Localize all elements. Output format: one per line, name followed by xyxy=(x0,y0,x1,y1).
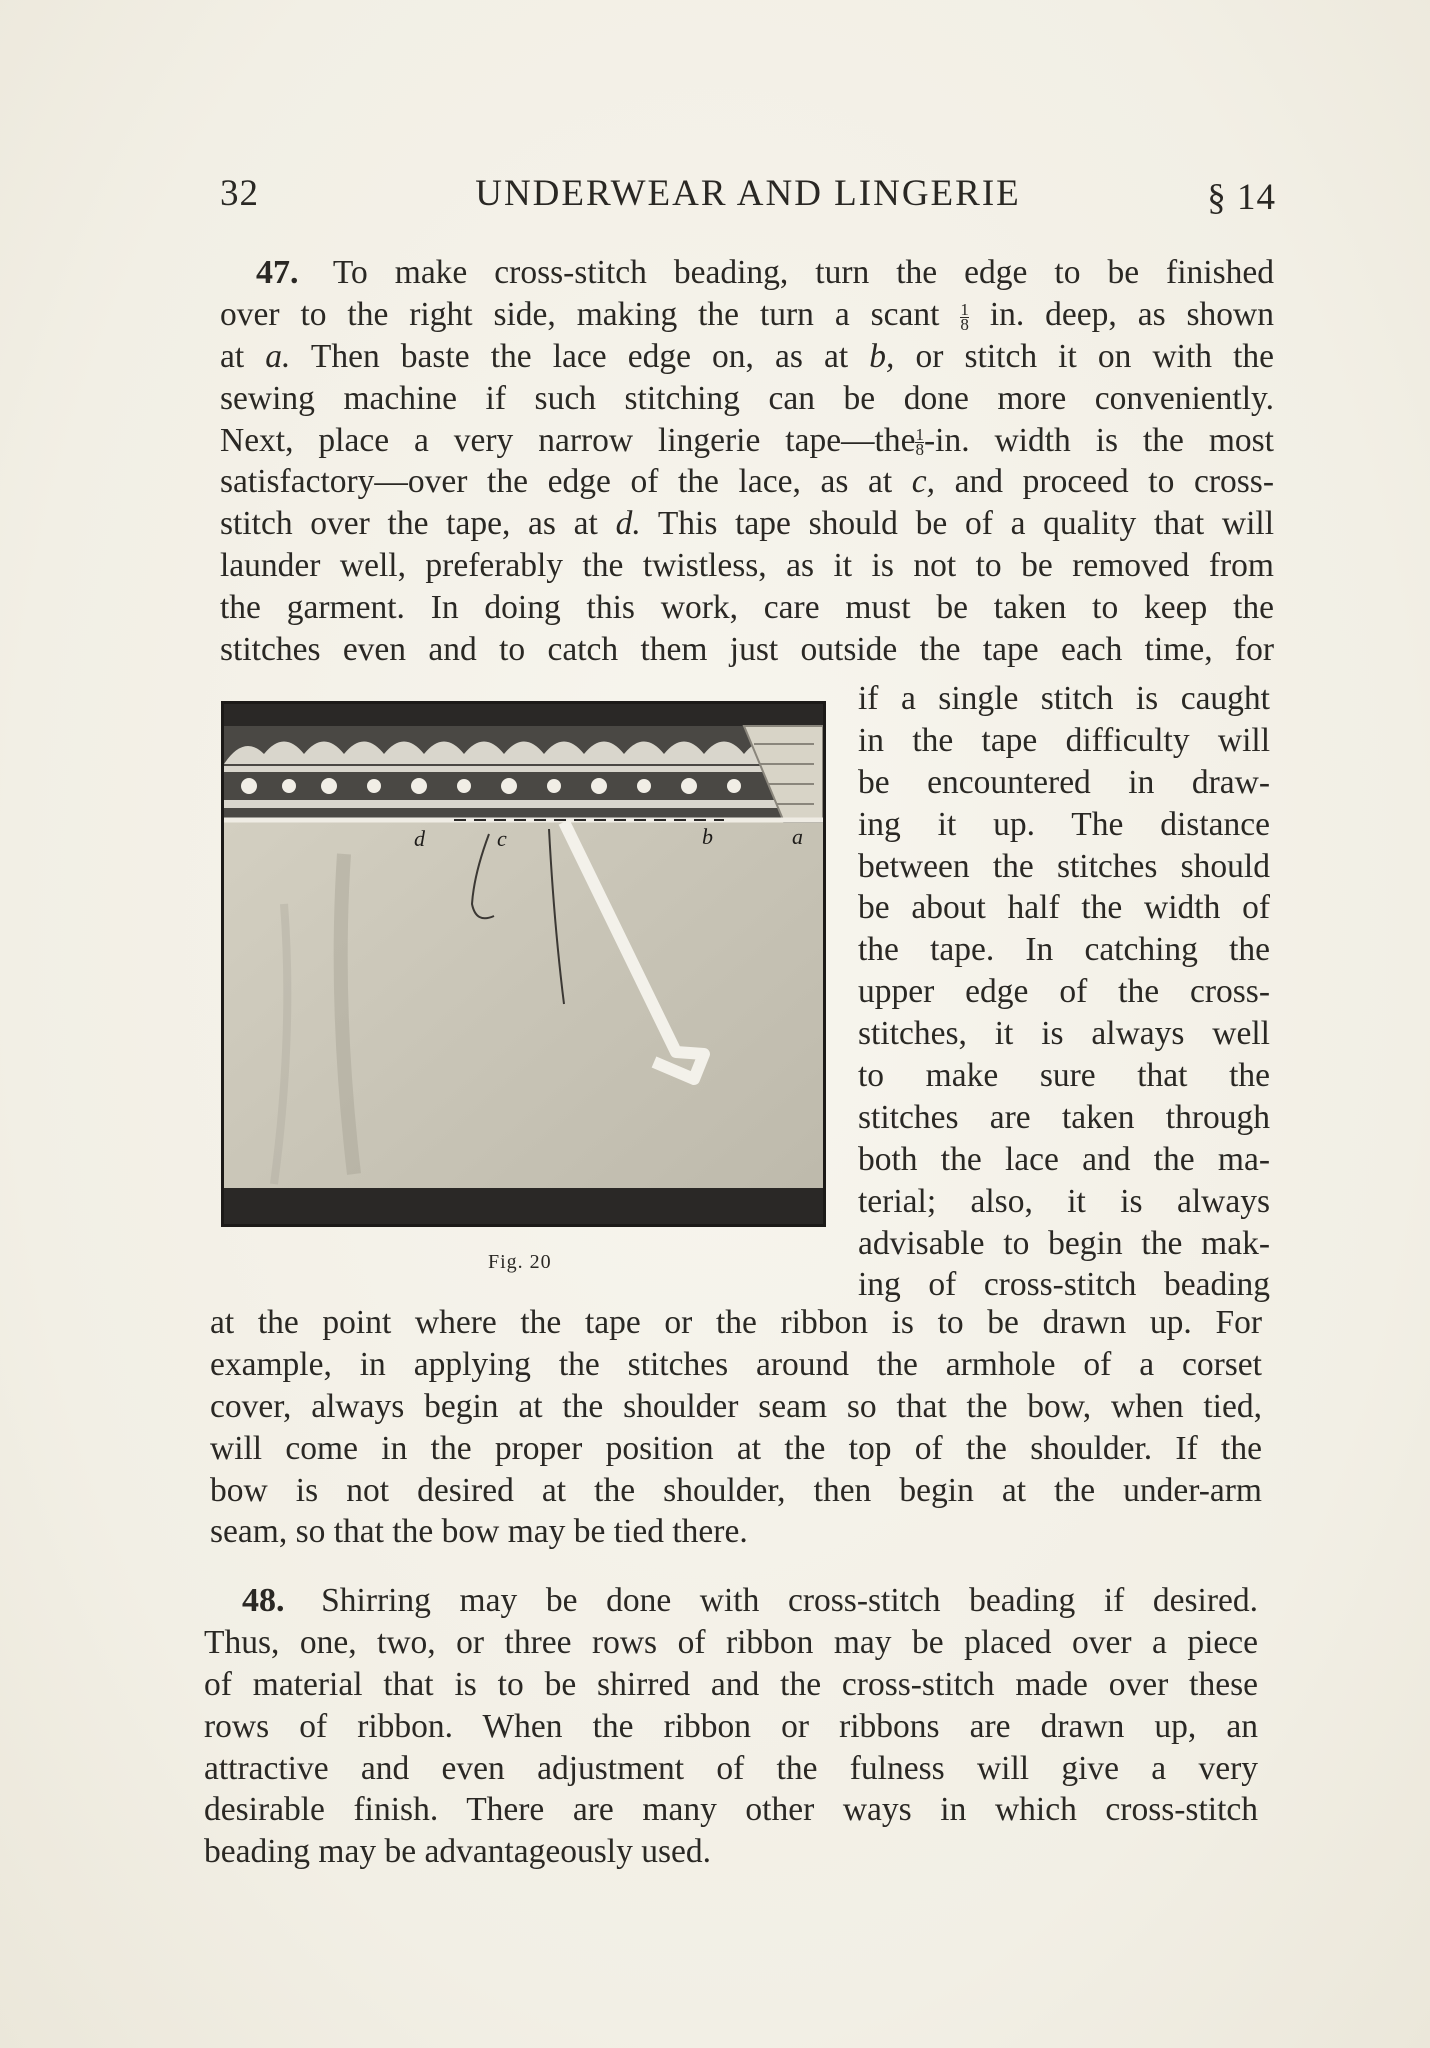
text-line: Then baste the lace edge on, as at xyxy=(310,337,849,375)
text-line: advisable to begin the mak- xyxy=(858,1224,1270,1262)
text-line: be about half the width of xyxy=(858,889,1270,927)
text-line: sewing machine if such stitching can be done more conveniently. xyxy=(220,379,1274,417)
italic-letter: d. xyxy=(615,505,641,543)
text-line: and proceed to cross- xyxy=(954,463,1274,501)
fraction-denominator: 8 xyxy=(960,314,969,334)
fraction-denominator: 8 xyxy=(915,440,924,460)
text-line: stitches, it is always well xyxy=(858,1015,1270,1053)
page-number: 32 xyxy=(220,173,259,214)
italic-letter: a. xyxy=(265,337,291,375)
text-line: beading may be advantageously used. xyxy=(204,1833,711,1871)
text-line: Thus, one, two, or three rows of ribbon may be placed over a piece xyxy=(204,1623,1258,1661)
chapter-title: UNDERWEAR AND LINGERIE xyxy=(475,173,1021,214)
text-line: To make cross-stitch beading, turn the edge to be finished xyxy=(332,254,1274,291)
text-line: stitch over the tape, as at xyxy=(220,505,598,543)
text-line: bow is not desired at the shoulder, then begin at the under-arm xyxy=(210,1471,1262,1509)
italic-letter: c, xyxy=(911,463,936,501)
text-line: the garment. In doing this work, care must be taken to keep the xyxy=(220,589,1274,627)
text-line: terial; also, it is always xyxy=(858,1182,1270,1220)
running-head xyxy=(220,168,1276,218)
fraction-one-eighth xyxy=(915,425,924,460)
text-line: This tape should be of a quality that will xyxy=(657,505,1274,543)
text-line: example, in applying the stitches around the armhole of a corset xyxy=(210,1345,1262,1383)
text-line: stitches even and to catch them just outside the tape each time, for xyxy=(220,631,1274,669)
fraction-one-eighth xyxy=(960,299,969,334)
fraction-numerator: 1 xyxy=(960,299,969,319)
text-line: be encountered in draw- xyxy=(858,763,1270,801)
text-line: Shirring may be done with cross-stitch beading if desired. xyxy=(321,1582,1258,1619)
text-line: or stitch it on with the xyxy=(915,337,1274,375)
text-line: upper edge of the cross- xyxy=(858,973,1270,1011)
text-line: stitches are taken through xyxy=(858,1098,1270,1136)
figure-label-c: c xyxy=(497,826,507,851)
text-line: attractive and even adjustment of the fulness will give a very xyxy=(204,1749,1258,1787)
text-line: rows of ribbon. When the ribbon or ribbons are drawn up, an xyxy=(204,1707,1258,1745)
paragraph-number: 47. xyxy=(256,254,299,291)
figure-label-a: a xyxy=(792,824,803,849)
text-line: of material that is to be shirred and the cross-stitch made over these xyxy=(204,1665,1258,1703)
side-column-text xyxy=(858,678,1270,1306)
text-line: the tape. In catching the xyxy=(858,931,1270,969)
paragraph-47 xyxy=(220,252,1274,671)
section-number: § 14 xyxy=(1207,177,1276,218)
text-line: Next, place a very narrow lingerie tape—the xyxy=(220,421,916,459)
text-line: if a single stitch is caught xyxy=(858,680,1270,717)
text-line: in. deep, as shown xyxy=(989,295,1274,333)
text-line: at xyxy=(220,337,245,375)
italic-letter: b, xyxy=(869,337,895,375)
figure-20-photo xyxy=(221,701,826,1227)
text-line: -in. width is the most xyxy=(923,421,1274,459)
text-line: ing it up. The distance xyxy=(858,805,1270,843)
text-line: in the tape difficulty will xyxy=(858,721,1270,759)
text-line: at the point where the tape or the ribbon is to be drawn up. For xyxy=(210,1304,1262,1341)
text-line: ing of cross-stitch beading xyxy=(858,1266,1270,1304)
text-line: launder well, preferably the twistless, as it is not to be removed from xyxy=(220,547,1274,585)
text-line: between the stitches should xyxy=(858,847,1270,885)
text-line: seam, so that the bow may be tied there. xyxy=(210,1513,748,1551)
text-line: to make sure that the xyxy=(858,1057,1270,1095)
text-line: cover, always begin at the shoulder seam so that the bow, when tied, xyxy=(210,1387,1262,1425)
figure-label-d: d xyxy=(414,826,425,851)
text-line: satisfactory—over the edge of the lace, as at xyxy=(220,463,893,501)
text-line: over to the right side, making the turn a scant xyxy=(220,295,940,333)
paragraph-number: 48. xyxy=(242,1582,285,1619)
text-line: will come in the proper position at the top of the shoulder. If the xyxy=(210,1429,1262,1467)
figure-label-b: b xyxy=(702,824,713,849)
figure-caption: Fig. 20 xyxy=(488,1251,552,1273)
text-line: both the lace and the ma- xyxy=(858,1140,1270,1178)
text-line: desirable finish. There are many other ways in which cross-stitch xyxy=(204,1791,1258,1829)
fraction-numerator: 1 xyxy=(915,425,924,445)
paragraph-47-continuation xyxy=(210,1302,1262,1553)
paragraph-48 xyxy=(204,1580,1258,1873)
